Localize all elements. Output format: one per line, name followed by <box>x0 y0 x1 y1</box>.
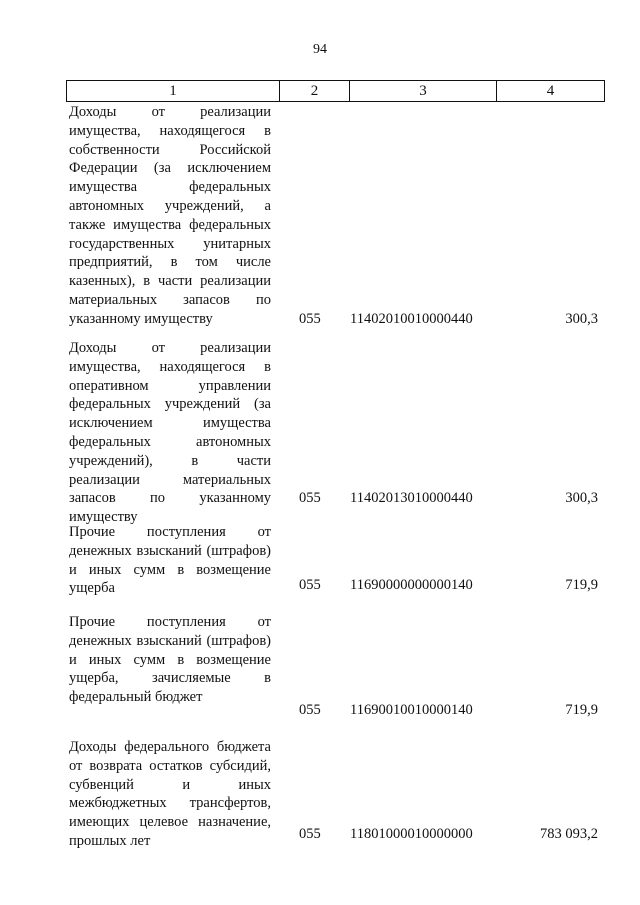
header-row <box>67 81 605 102</box>
header-col-3: 3 <box>350 81 497 102</box>
row-description: Доходы от реализации имущества, находящегося в оперативном управлении федеральных учреждений (за исключением имущества федеральных автономных учреждений), в части реализации материальных запасов по указанному имуществу <box>69 340 271 526</box>
row-admin-code: 055 <box>299 577 321 593</box>
row-budget-code: 11690010010000140 <box>350 702 473 718</box>
row-admin-code: 055 <box>299 826 321 842</box>
row-budget-code: 11402013010000440 <box>350 490 473 506</box>
header-col-4: 4 <box>497 81 605 102</box>
header-col-1: 1 <box>67 81 280 102</box>
row-amount: 783 093,2 <box>540 826 598 842</box>
row-admin-code: 055 <box>299 702 321 718</box>
row-budget-code: 11690000000000140 <box>350 577 473 593</box>
row-amount: 300,3 <box>565 311 598 327</box>
row-amount: 719,9 <box>565 702 598 718</box>
row-amount: 719,9 <box>565 577 598 593</box>
row-admin-code: 055 <box>299 311 321 327</box>
row-description: Прочие поступления от денежных взысканий (штрафов) и иных сумм в возмещение ущерба, зачисляемые в федеральный бюджет <box>69 614 271 706</box>
row-budget-code: 11402010010000440 <box>350 311 473 327</box>
header-col-2: 2 <box>280 81 350 102</box>
row-description: Доходы федерального бюджета от возврата остатков субсидий, субвенций и иных межбюджетных трансфертов, имеющих целевое назначение, прошлых лет <box>69 739 271 849</box>
row-admin-code: 055 <box>299 490 321 506</box>
table-header <box>66 80 605 102</box>
row-description: Прочие поступления от денежных взысканий (штрафов) и иных сумм в возмещение ущерба <box>69 524 271 597</box>
row-budget-code: 11801000010000000 <box>350 826 473 842</box>
page-number: 94 <box>313 42 327 57</box>
row-amount: 300,3 <box>565 490 598 506</box>
row-description: Доходы от реализации имущества, находящегося в собственности Российской Федерации (за исключением имущества федеральных автономных учреждений, а также имущества федеральных государственных унитарных предприятий, в том числе казенных), в части реализации материальных запасов по указанному имуществу <box>69 104 271 327</box>
